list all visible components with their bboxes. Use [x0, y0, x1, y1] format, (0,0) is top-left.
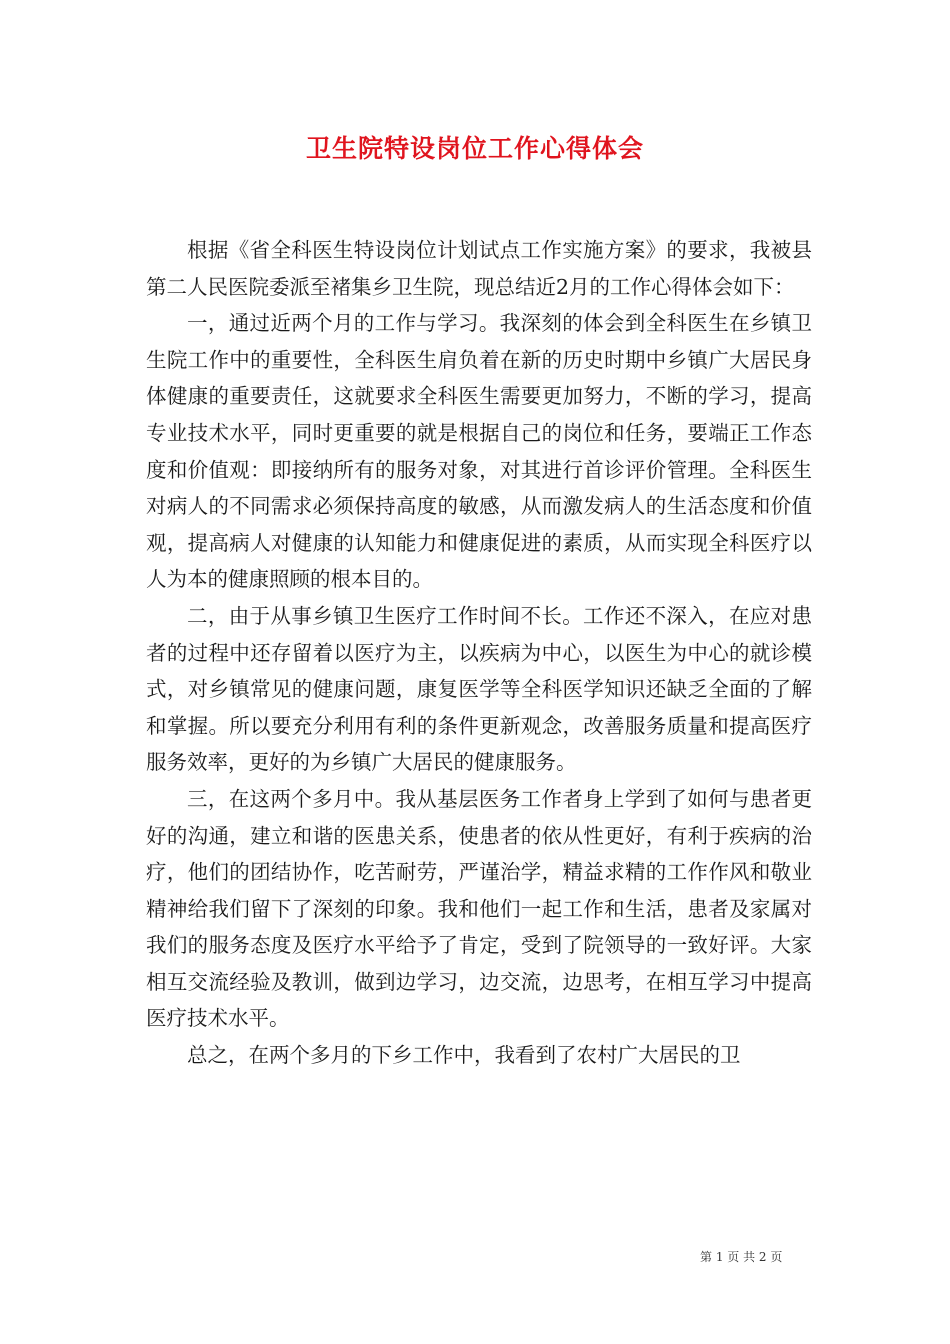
paragraph-section-3: 三，在这两个多月中。我从基层医务工作者身上学到了如何与患者更好的沟通，建立和谐的医患关系，使患者的依从性更好，有利于疾病的治疗，他们的团结协作，吃苦耐劳，严谨治学，精益求精的工作作风和敬业精神给我们留下了深刻的印象。我和他们一起工作和生活，患者及家属对我们的服务态度及医疗水平给予了肯定，受到了院领导的一致好评。大家相互交流经验及教训，做到边学习，边交流，边思考，在相互学习中提高医疗技术水平。 [146, 786, 812, 1031]
paragraph-section-2: 二，由于从事乡镇卫生医疗工作时间不长。工作还不深入，在应对患者的过程中还存留着以医疗为主，以疾病为中心，以医生为中心的就诊模式，对乡镇常见的健康问题，康复医学等全科医学知识还缺乏全面的了解和掌握。所以要充分利用有利的条件更新观念，改善服务质量和提高医疗服务效率，更好的为乡镇广大居民的健康服务。 [146, 603, 812, 775]
document-body [146, 232, 812, 1074]
paragraph-intro: 根据《省全科医生特设岗位计划试点工作实施方案》的要求，我被县第二人民医院委派至褚集乡卫生院，现总结近2月的工作心得体会如下： [146, 238, 812, 299]
page-number: 第 1 页 共 2 页 [700, 1250, 783, 1264]
paragraph-section-1: 一，通过近两个月的工作与学习。我深刻的体会到全科医生在乡镇卫生院工作中的重要性，全科医生肩负着在新的历史时期中乡镇广大居民身体健康的重要责任，这就要求全科医生需要更加努力，不断的学习，提高专业技术水平，同时更重要的就是根据自己的岗位和任务，要端正工作态度和价值观：即接纳所有的服务对象，对其进行首诊评价管理。全科医生对病人的不同需求必须保持高度的敏感，从而激发病人的生活态度和价值观，提高病人对健康的认知能力和健康促进的素质，从而实现全科医疗以人为本的健康照顾的根本目的。 [146, 311, 812, 592]
paragraph-summary: 总之，在两个多月的下乡工作中，我看到了农村广大居民的卫 [187, 1043, 741, 1068]
document-title: 卫生院特设岗位工作心得体会 [305, 134, 644, 163]
